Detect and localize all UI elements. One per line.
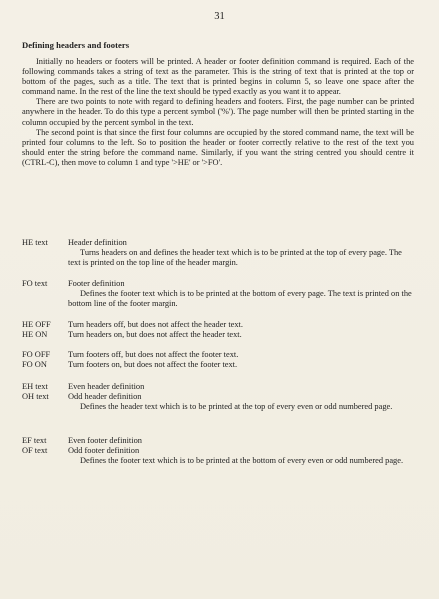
command-title: Turn headers on, but does not affect the header text. bbox=[68, 330, 242, 340]
command-description bbox=[68, 350, 414, 370]
command-names bbox=[22, 279, 68, 289]
command-description bbox=[68, 436, 414, 466]
command-name: EF text bbox=[22, 436, 47, 445]
command-detail: Defines the footer text which is to be printed at the bottom of every even or odd numbered page. bbox=[80, 456, 404, 466]
command-title: Turn headers off, but does not affect the header text. bbox=[68, 320, 243, 329]
command-names bbox=[22, 350, 68, 370]
command-name: HE ON bbox=[22, 330, 48, 340]
command-name: HE text bbox=[22, 238, 48, 247]
command-description bbox=[68, 382, 414, 412]
command-name: FO ON bbox=[22, 360, 47, 370]
command-title: Odd header definition bbox=[68, 392, 142, 402]
command-title: Turn footers on, but does not affect the footer text. bbox=[68, 360, 238, 370]
command-name: FO OFF bbox=[22, 350, 51, 359]
section-heading: Defining headers and footers bbox=[22, 40, 130, 50]
command-title: Header definition bbox=[68, 238, 127, 247]
command-title: Even header definition bbox=[68, 382, 145, 391]
command-title: Footer definition bbox=[68, 279, 125, 288]
command-name: EH text bbox=[22, 382, 48, 391]
page-number: 31 bbox=[214, 11, 225, 22]
command-names bbox=[22, 320, 68, 340]
command-detail: Turns headers on and defines the header text which is to be printed at the top of every page. The text is printed on the top line of the header margin. bbox=[68, 248, 402, 268]
command-names bbox=[22, 436, 68, 456]
intro-body bbox=[22, 57, 414, 168]
paragraph-column-note: The second point is that since the first four columns are occupied by the stored command name, the text will be printed four columns to the left. So to position the header or footer correctly relative to the rest of the text you should enter the string before the command name. Similarly, if you want the string centred you should centre it (CTRL-C), then move to column 1 and type '>HE' or '>FO'. bbox=[22, 127, 414, 167]
command-title: Odd footer definition bbox=[68, 446, 140, 456]
command-name: OH text bbox=[22, 392, 49, 402]
command-description bbox=[68, 279, 414, 309]
command-title: Turn footers off, but does not affect the footer text. bbox=[68, 350, 239, 359]
command-description bbox=[68, 238, 414, 268]
command-detail: Defines the footer text which is to be printed at the bottom of every page. The text is printed on the bottom line of the footer margin. bbox=[68, 289, 412, 309]
command-detail: Defines the header text which is to be printed at the top of every even or odd numbered page. bbox=[80, 402, 393, 412]
paragraph-intro: Initially no headers or footers will be printed. A header or footer definition command is required. Each of the following commands takes a string of text as the parameter. This is the string of text that is printed at the top or bottom of the pages, such as a title. The text that is printed begins in column 5, so leave one space after the command name. In the rest of the line the text should be typed exactly as you want it to appear. bbox=[22, 57, 414, 97]
command-names bbox=[22, 238, 68, 248]
command-names bbox=[22, 382, 68, 402]
command-name: OF text bbox=[22, 446, 48, 456]
command-name: HE OFF bbox=[22, 320, 51, 329]
command-description bbox=[68, 320, 414, 340]
paragraph-page-number-note: There are two points to note with regard to defining headers and footers. First, the page number can be printed anywhere in the header. To do this type a percent symbol ('%'). The page number will then be printed starting in the column occupied by the percent symbol in the text. bbox=[22, 97, 414, 127]
command-name: FO text bbox=[22, 279, 48, 288]
command-title: Even footer definition bbox=[68, 436, 142, 445]
